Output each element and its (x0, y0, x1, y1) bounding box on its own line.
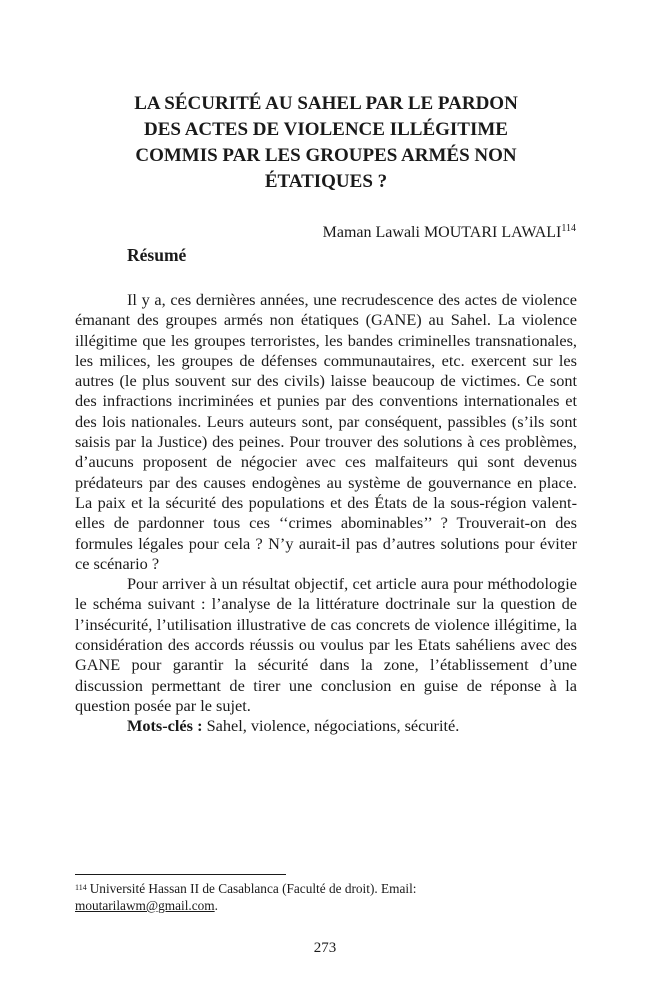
footnote-text: Université Hassan II de Casablanca (Faculté de droit). Email: (89, 881, 417, 896)
title-line: LA SÉCURITÉ AU SAHEL PAR LE PARDON (134, 93, 518, 114)
article-title (75, 91, 577, 195)
title-line: DES ACTES DE VIOLENCE ILLÉGITIME (144, 119, 508, 140)
keywords-list: Sahel, violence, négociations, sécurité. (202, 716, 460, 736)
author-footnote-ref[interactable]: 114 (561, 223, 576, 234)
footnote (75, 880, 577, 914)
title-line: COMMIS PAR LES GROUPES ARMÉS NON (135, 145, 517, 166)
title-line: ÉTATIQUES ? (264, 171, 388, 192)
keywords-line (75, 716, 577, 736)
author-name: Maman Lawali MOUTARI LAWALI (322, 224, 562, 241)
abstract-heading: Résumé (127, 245, 187, 265)
abstract-paragraph-1: Il y a, ces dernières années, une recrudescence des actes de violence émanant des groupes armés non étatiques (GANE) au Sahel. La violence illégitime que les groupes terroristes, les bandes criminelles transnationales, les milices, les groupes de défenses communautaires, etc. exercent sur les autres (le plus souvent sur des civils) laisse beaucoup de victimes. Ce sont des infractions incriminées et punies par des conventions internationales et des lois nationales. Leurs auteurs sont, par conséquent, passibles (s’ils sont saisis par la Justice) des peines. Pour trouver des solutions à ces problèmes, d’aucuns proposent de négocier avec ces malfaiteurs qui sont devenus prédateurs par des causes endogènes au système de gouvernance en place. La paix et la sécurité des populations et des États de la sous-région valent-elles de pardonner tous ces ‘‘crimes abominables’’ ? Trouverait-on des formules légales pour cela ? N’y aurait-il pas d’autres solutions pour éviter ce scénario ? (75, 290, 577, 573)
page-number: 273 (313, 940, 337, 956)
abstract-body (75, 290, 577, 737)
abstract-paragraph-2: Pour arriver à un résultat objectif, cet article aura pour méthodologie le schéma suivant : l’analyse de la littérature doctrinale sur la question de l’insécurité, l’utilisation illustrative de cas concrets de violence illégitime, la considération des accords réussis ou voulus par les Etats sahéliens avec des GANE pour garantir la sécurité dans la zone, l’établissement d’une discussion permettant de tirer une conclusion en guise de réponse à la question posée par le sujet. (75, 574, 577, 715)
keywords-label: Mots-clés : (127, 716, 203, 736)
footnote-number: 114 (75, 883, 87, 892)
footnote-separator (75, 874, 286, 875)
footnote-trailing: . (214, 898, 218, 913)
footnote-email-link[interactable]: moutarilawm@gmail.com (75, 898, 215, 913)
author-line (323, 223, 576, 243)
